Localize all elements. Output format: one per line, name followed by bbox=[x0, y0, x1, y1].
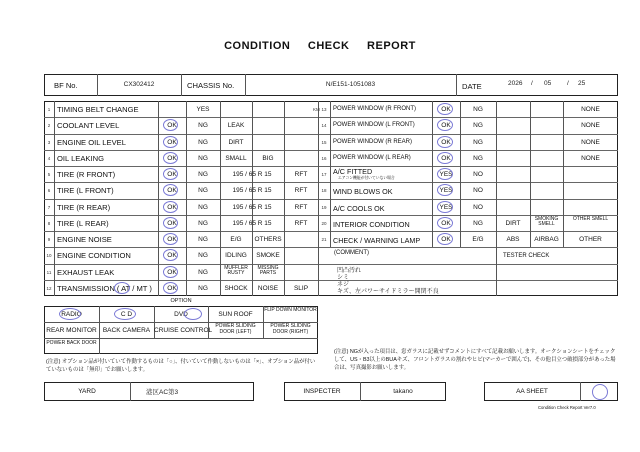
option-ok: YES bbox=[439, 203, 453, 211]
option-ok: OK bbox=[441, 106, 451, 113]
check-item-label: ENGINE CONDITION bbox=[57, 251, 131, 261]
option-ok: OK bbox=[167, 236, 177, 243]
option-item: SUN ROOF bbox=[218, 311, 253, 318]
check-item-label: OIL LEAKING bbox=[57, 153, 104, 163]
option-ok: OK bbox=[441, 236, 451, 243]
check-item-label: POWER WINDOW (R REAR) bbox=[333, 138, 412, 145]
row-number: 8 bbox=[47, 220, 51, 226]
detail-cell: ABS bbox=[506, 236, 520, 243]
detail-cell: SLIP bbox=[293, 284, 309, 292]
comment-line: キズ、左パワーサイドミラー開閉不良 bbox=[337, 289, 439, 295]
option-ok: OK bbox=[167, 284, 177, 292]
option-ok: OK bbox=[167, 171, 177, 178]
detail-cell: 195 / 65 R 15 bbox=[232, 187, 272, 195]
option-ok: OK bbox=[167, 219, 177, 227]
detail-cell: RFT bbox=[294, 219, 308, 227]
detail-cell: NONE bbox=[581, 154, 600, 162]
row-number: 20 bbox=[321, 220, 327, 226]
check-item-label: ENGINE NOISE bbox=[57, 235, 112, 244]
date-day: 25 bbox=[578, 80, 586, 87]
detail-cell: 195 / 65 R 15 bbox=[232, 171, 272, 178]
check-item-label: CHECK / WARNING LAMP bbox=[333, 236, 421, 245]
option-ng: NG bbox=[473, 154, 483, 162]
option-ng: NG bbox=[198, 154, 208, 162]
option-ok: OK bbox=[167, 252, 177, 260]
option-item: BACK CAMERA bbox=[102, 327, 151, 334]
detail-cell: SMALL bbox=[225, 154, 247, 162]
row-number: 7 bbox=[47, 204, 51, 210]
option-item: FLIP DOWN MONITOR bbox=[264, 307, 317, 313]
ok-circle bbox=[163, 136, 178, 148]
detail-cell: E/G bbox=[230, 236, 242, 243]
check-item-label: A/C COOLS OK bbox=[333, 203, 385, 213]
option-circle bbox=[59, 308, 81, 320]
option-ng: NG bbox=[198, 138, 208, 146]
option-item: POWER SLIDING DOOR (RIGHT) bbox=[270, 323, 311, 335]
version-text: Condition Check Report Ver7.0 bbox=[538, 405, 596, 410]
check-item-label: TIRE (L FRONT) bbox=[57, 186, 114, 196]
comment-line: 凹凸汚れ bbox=[337, 268, 362, 274]
ok-circle bbox=[163, 233, 178, 245]
row-number: 11 bbox=[46, 269, 52, 275]
option-circle bbox=[114, 308, 136, 320]
check-item-label: INTERIOR CONDITION bbox=[333, 219, 410, 229]
option-ok: OK bbox=[167, 268, 177, 276]
aa-sheet-label: AA SHEET bbox=[516, 388, 548, 395]
row-number: 15 bbox=[321, 139, 327, 145]
detail-cell: SHOCK bbox=[224, 284, 248, 292]
option-circle bbox=[184, 308, 202, 320]
detail-cell: RFT bbox=[294, 187, 308, 195]
detail-cell: 195 / 65 R 15 bbox=[232, 203, 272, 211]
row-number: 2 bbox=[47, 123, 51, 129]
ng-note: (注意) NGが入った項目は、窓ガラスに記載せずコメントにすべて記載お願いします。オークションシートをチェックして、US・B3以上のBUAキズ、フロントガラスの割れやヒビ(マーカーで囲んで)、その他目立つ破損部分があった場合は、写真撮影お願いします。 bbox=[334, 349, 616, 371]
ok-circle bbox=[163, 217, 178, 229]
detail-cell: IDLING bbox=[225, 252, 247, 260]
option-ng: NO bbox=[473, 203, 483, 211]
option-ng: NO bbox=[473, 171, 483, 178]
detail-cell: NONE bbox=[581, 106, 600, 113]
option-ok: OK bbox=[167, 203, 177, 211]
detail-cell: RFT bbox=[294, 171, 308, 178]
detail-cell: AIRBAG bbox=[534, 236, 559, 243]
comment-line: シミ bbox=[337, 275, 350, 281]
row-number: 1 bbox=[47, 107, 51, 112]
date-year: 2026 bbox=[508, 80, 523, 87]
ok-circle bbox=[163, 168, 178, 180]
check-item-label: EXHAUST LEAK bbox=[57, 267, 115, 277]
row-number: 21 bbox=[321, 237, 327, 242]
option-item: DVD bbox=[174, 311, 188, 318]
chassis-label: CHASSIS No. bbox=[187, 81, 235, 90]
option-ng: NG bbox=[198, 122, 208, 130]
option-ok: OK bbox=[167, 154, 177, 162]
option-ng: NG bbox=[198, 268, 208, 276]
row-number: 14 bbox=[321, 123, 327, 129]
check-item-label: TIMING BELT CHANGE bbox=[57, 105, 139, 114]
row-number: 5 bbox=[47, 172, 51, 177]
check-item-label: TRANSMISSION ( AT / MT ) bbox=[57, 283, 152, 293]
page-title: CONDITION CHECK REPORT bbox=[224, 40, 416, 52]
row-number: 3 bbox=[47, 139, 51, 145]
option-ok: YES bbox=[439, 171, 453, 178]
detail-cell: DIRT bbox=[228, 138, 244, 146]
yard-label: YARD bbox=[78, 388, 96, 395]
at-circle bbox=[114, 282, 130, 294]
option-note: (注意) オプション品が付いていて作動するものは「○」、付いていて作動しないものは「×」、オプション品が付いていないものは「無印」でお願いします。 bbox=[46, 359, 316, 373]
check-item-label: ENGINE OIL LEVEL bbox=[57, 137, 126, 147]
option-ok: OK bbox=[441, 138, 451, 146]
option-item: RADIO bbox=[61, 311, 82, 318]
option-ng: YES bbox=[196, 106, 210, 113]
detail-cell: OTHER SMELL bbox=[572, 215, 609, 222]
detail-cell: DIRT bbox=[505, 219, 521, 227]
check-item-label: TIRE (R FRONT) bbox=[57, 170, 116, 179]
inspecter-value: takano bbox=[393, 388, 413, 395]
detail-cell: RFT bbox=[294, 203, 308, 211]
row-number: 9 bbox=[47, 237, 51, 242]
row-number: 4 bbox=[47, 155, 51, 161]
ok-circle bbox=[163, 152, 178, 164]
ok-circle bbox=[437, 168, 453, 180]
option-ok: OK bbox=[167, 138, 177, 146]
detail-cell: BIG bbox=[262, 154, 274, 162]
bf-value: CX302412 bbox=[123, 81, 155, 88]
ok-circle bbox=[437, 201, 453, 213]
check-item-label: WIND BLOWS OK bbox=[333, 187, 393, 197]
option-item: POWER BACK DOOR bbox=[46, 340, 97, 346]
inspecter-label: INSPECTER bbox=[303, 388, 341, 395]
option-item: C D bbox=[120, 311, 133, 318]
ok-circle bbox=[163, 201, 178, 213]
aa-sheet-circle bbox=[592, 384, 608, 400]
option-ng: NG bbox=[473, 219, 483, 227]
option-item: POWER SLIDING DOOR (LEFT) bbox=[215, 323, 256, 335]
detail-cell: 195 / 65 R 15 bbox=[232, 219, 272, 227]
option-ng: NG bbox=[473, 138, 483, 146]
detail-cell: MUFFLER RUSTY bbox=[224, 264, 248, 276]
tester-check-label: TESTER CHECK bbox=[503, 253, 550, 259]
option-ng: NG bbox=[198, 236, 208, 243]
check-item-label: POWER WINDOW (L FRONT) bbox=[333, 122, 415, 129]
detail-cell: MISSING PARTS bbox=[257, 264, 279, 276]
option-ok: OK bbox=[167, 187, 177, 195]
ok-circle bbox=[437, 136, 453, 148]
row-number: 10 bbox=[46, 253, 52, 259]
option-ng: NG bbox=[198, 284, 208, 292]
row-number: 17 bbox=[321, 172, 327, 177]
check-item-label: POWER WINDOW (L REAR) bbox=[333, 154, 411, 161]
date-month: 05 bbox=[544, 80, 552, 87]
ac-note: エアコン機能が付いていない場合 bbox=[338, 176, 395, 180]
option-ng: NG bbox=[198, 219, 208, 227]
date-sep2: / bbox=[567, 80, 569, 87]
detail-cell: NOISE bbox=[257, 284, 279, 292]
ok-circle bbox=[437, 233, 453, 245]
check-item-label: COOLANT LEVEL bbox=[57, 121, 120, 131]
date-sep1: / bbox=[531, 80, 533, 87]
option-ok: OK bbox=[441, 219, 451, 227]
option-ng: NG bbox=[198, 252, 208, 260]
ok-circle bbox=[437, 217, 453, 229]
option-ng: NG bbox=[473, 106, 483, 113]
option-ng: E/G bbox=[472, 236, 484, 243]
detail-cell: NONE bbox=[581, 138, 600, 146]
option-label: OPTION bbox=[170, 298, 192, 304]
check-item-label: POWER WINDOW (R FRONT) bbox=[333, 106, 416, 112]
check-item-label: TIRE (R REAR) bbox=[57, 202, 111, 212]
ok-circle bbox=[437, 152, 453, 164]
option-ok: OK bbox=[167, 122, 177, 130]
row-number: 13 bbox=[321, 107, 327, 112]
detail-cell: OTHER bbox=[579, 236, 602, 243]
option-ng: NG bbox=[473, 122, 483, 130]
ok-circle bbox=[163, 266, 178, 278]
comment-line: ネジ bbox=[337, 282, 350, 288]
chassis-value: N/E151-1051083 bbox=[325, 81, 376, 88]
detail-cell: SMOKING SMELL bbox=[534, 215, 559, 228]
row-number: 19 bbox=[321, 204, 327, 210]
option-item: CRUISE CONTROL bbox=[154, 327, 213, 334]
option-ng: NO bbox=[473, 187, 483, 195]
ok-circle bbox=[437, 103, 453, 115]
option-ng: NG bbox=[198, 187, 208, 195]
date-label: DATE bbox=[462, 82, 482, 91]
check-item-label: A/C FITTED bbox=[333, 167, 373, 176]
option-ok: YES bbox=[439, 187, 453, 195]
row-number: 16 bbox=[321, 155, 327, 161]
option-ok: OK bbox=[441, 122, 451, 130]
comment-label: (COMMENT) bbox=[334, 250, 369, 256]
yard-value: 港区AC第3 bbox=[146, 389, 179, 396]
ok-circle bbox=[163, 282, 178, 294]
option-ng: NG bbox=[198, 203, 208, 211]
detail-cell: NONE bbox=[581, 122, 600, 130]
km-label: KM bbox=[313, 107, 320, 112]
option-item: REAR MONITOR bbox=[46, 327, 97, 334]
detail-cell: LEAK bbox=[227, 122, 245, 130]
option-ng: NG bbox=[198, 171, 208, 178]
row-number: 6 bbox=[47, 188, 51, 194]
option-ok: OK bbox=[441, 154, 451, 162]
detail-cell: SMOKE bbox=[256, 252, 280, 260]
row-number: 18 bbox=[321, 188, 327, 194]
check-item-label: TIRE (L REAR) bbox=[57, 218, 109, 228]
row-number: 12 bbox=[46, 285, 52, 291]
bf-label: BF No. bbox=[54, 81, 78, 90]
detail-cell: OTHERS bbox=[254, 236, 282, 243]
